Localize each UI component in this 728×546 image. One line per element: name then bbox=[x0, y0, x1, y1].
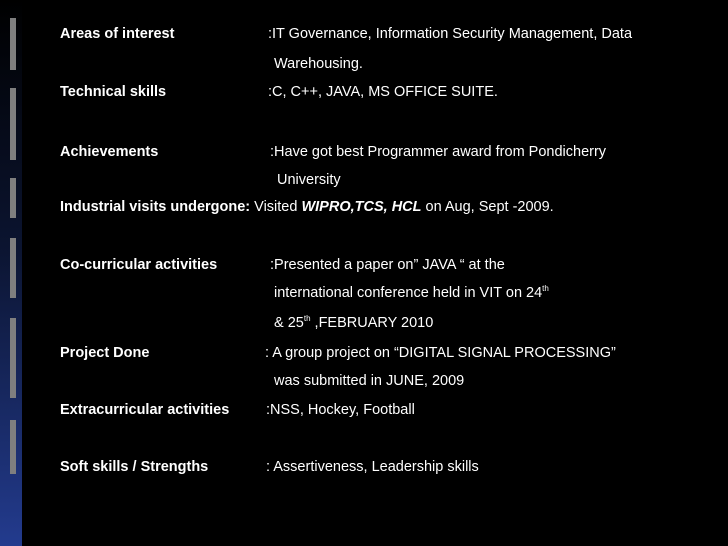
project-value-line2: was submitted in JUNE, 2009 bbox=[274, 373, 465, 389]
industrial-companies: WIPRO,TCS, HCL bbox=[301, 199, 422, 215]
extracurricular-label: Extracurricular activities bbox=[60, 402, 230, 418]
cocurricular-label: Co-curricular activities bbox=[60, 257, 218, 273]
achievements-label: Achievements bbox=[60, 144, 159, 160]
cocurricular-value-line1: :Presented a paper on” JAVA “ at the bbox=[270, 257, 505, 273]
areas-value-line2: Warehousing. bbox=[274, 56, 363, 72]
project-value-line1: : A group project on “DIGITAL SIGNAL PROCESSING” bbox=[265, 345, 616, 361]
industrial-pre: Visited bbox=[250, 199, 302, 215]
achievements-value-line2: University bbox=[277, 172, 341, 188]
softskills-value: : Assertiveness, Leadership skills bbox=[266, 459, 479, 475]
achievements-value-line1: :Have got best Programmer award from Pondicherry bbox=[270, 144, 607, 160]
areas-label: Areas of interest bbox=[60, 26, 175, 42]
technical-value: :C, C++, JAVA, MS OFFICE SUITE. bbox=[268, 84, 498, 100]
industrial-row bbox=[60, 198, 554, 216]
areas-value-line1: :IT Governance, Information Security Management, Data bbox=[268, 26, 633, 42]
industrial-label: Industrial visits undergone: bbox=[60, 199, 251, 215]
technical-label: Technical skills bbox=[60, 84, 167, 100]
industrial-post: on Aug, Sept -2009. bbox=[421, 199, 554, 215]
project-label: Project Done bbox=[60, 345, 150, 361]
extracurricular-value: :NSS, Hockey, Football bbox=[266, 402, 415, 418]
cocurricular-value-line2: international conference held in VIT on 24th bbox=[274, 284, 549, 301]
cocurricular-value-line3: & 25th ,FEBRUARY 2010 bbox=[274, 314, 434, 331]
softskills-label: Soft skills / Strengths bbox=[60, 459, 209, 475]
